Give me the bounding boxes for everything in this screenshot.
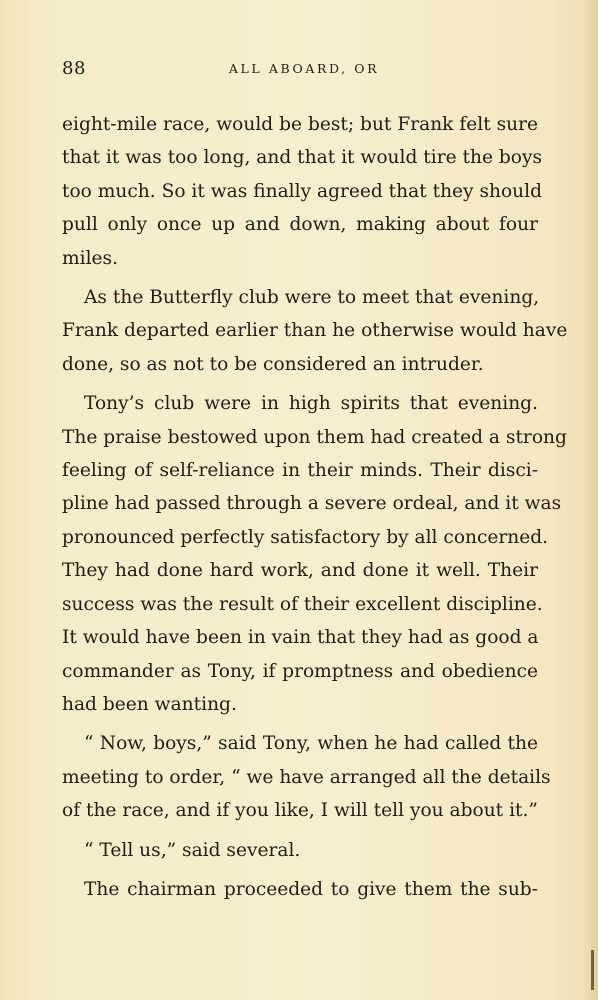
running-head: ALL ABOARD, OR [228, 61, 380, 76]
text-line: pronounced perfectly satisfactory by all concerned. [62, 526, 549, 548]
paragraph [62, 281, 568, 381]
page-edge-mark [591, 950, 594, 990]
text-line: pline had passed through a severe ordeal, and it was [62, 493, 562, 515]
text-line: success was the result of their excellent discipline. [62, 593, 543, 615]
text-line: miles. [62, 247, 118, 269]
paragraph [62, 873, 538, 906]
text-line: had been wanting. [62, 693, 237, 715]
body-text [62, 108, 568, 906]
paragraph [62, 108, 542, 275]
paragraph [62, 834, 538, 867]
text-line: eight-mile race, would be best; but Frank felt sure [62, 114, 538, 135]
paragraph [62, 387, 567, 721]
text-line: done, so as not to be considered an intruder. [62, 353, 484, 375]
text-line: “ Now, boys,” said Tony, when he had called the [84, 733, 538, 755]
text-line: They had done hard work, and done it well. Their [62, 560, 538, 582]
text-line: pull only once up and down, making about four [62, 214, 538, 236]
text-line: Frank departed earlier than he otherwise would have [62, 320, 568, 342]
text-line: feeling of self-reliance in their minds. Their disci- [62, 460, 538, 482]
page-header [62, 58, 538, 88]
paragraph [62, 727, 551, 827]
page-edge-shadow [584, 0, 598, 1000]
text-line: that it was too long, and that it would tire the boys [62, 147, 542, 169]
text-line: As the Butterfly club were to meet that evening, [84, 287, 540, 309]
text-line: too much. So it was finally agreed that they should [62, 180, 542, 202]
text-line: of the race, and if you like, I will tell you about it.” [62, 800, 538, 822]
text-line: The chairman proceeded to give them the sub- [84, 878, 538, 900]
text-line: Tony’s club were in high spirits that evening. [84, 393, 538, 415]
page-number: 88 [62, 58, 86, 79]
text-line: “ Tell us,” said several. [84, 839, 301, 861]
text-line: commander as Tony, if promptness and obedience [62, 660, 538, 682]
text-line: The praise bestowed upon them had created a strong [62, 426, 567, 448]
text-line: meeting to order, “ we have arranged all the details [62, 766, 551, 788]
text-line: It would have been in vain that they had as good a [62, 627, 539, 649]
